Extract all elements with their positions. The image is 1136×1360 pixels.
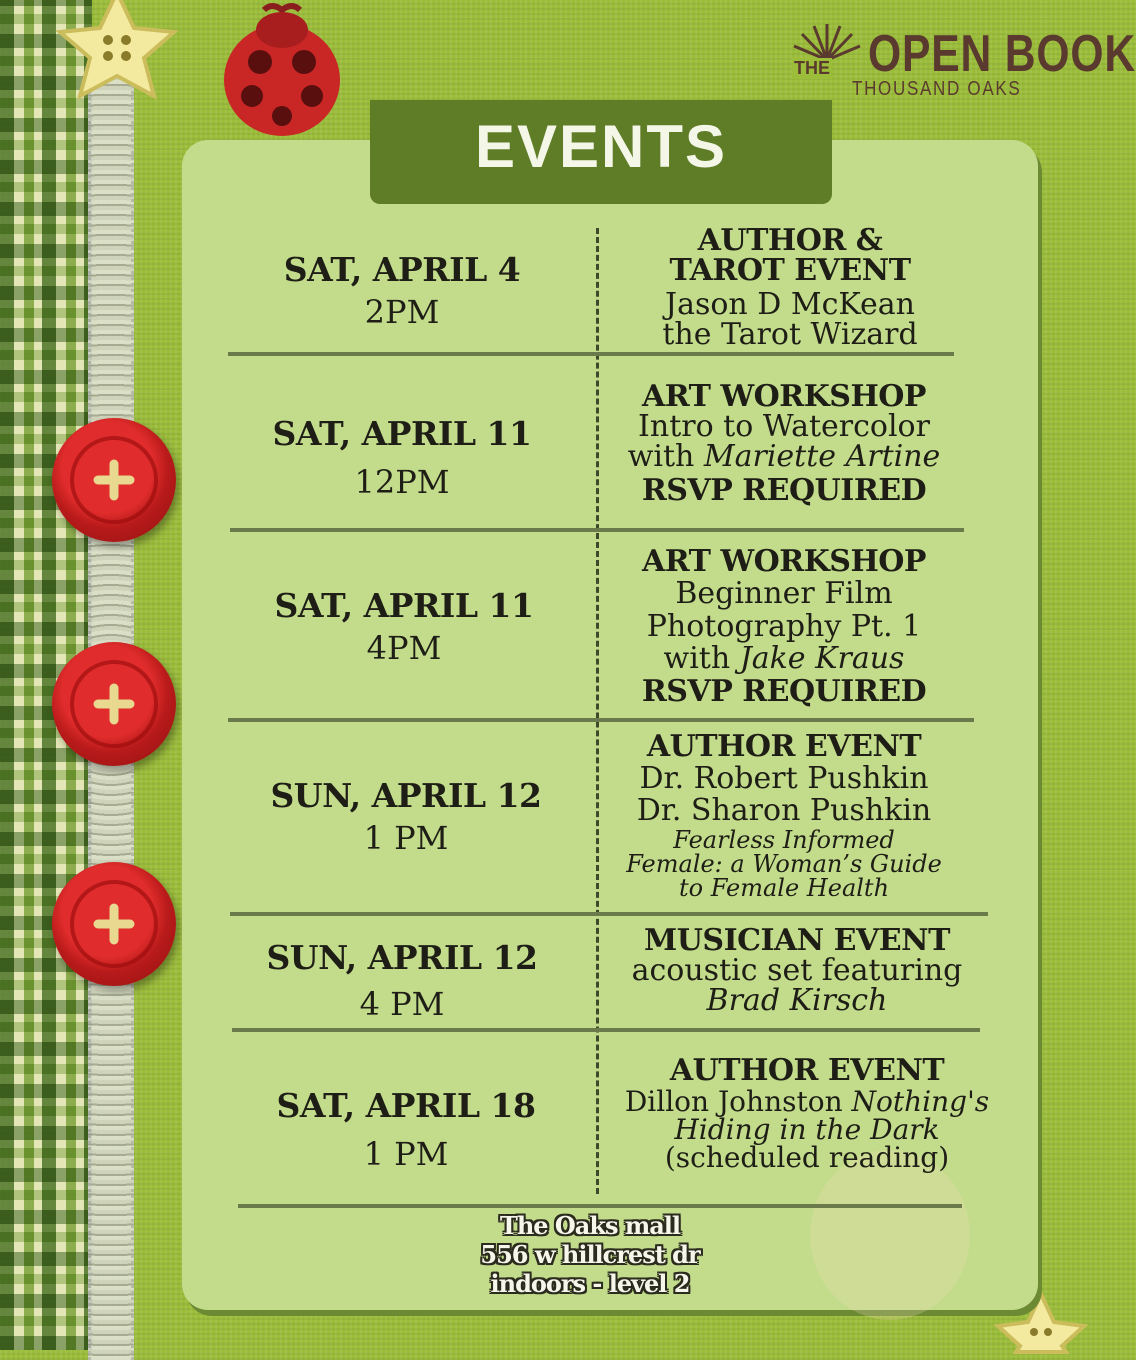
event-book-title: Fearless Informed: [673, 826, 895, 854]
event-time: 1 PM: [363, 819, 449, 857]
event-line: Beginner Film: [675, 576, 893, 612]
event-line: [612, 1085, 1002, 1118]
logo-location: THOUSAND OAKS: [852, 78, 1022, 100]
event-date: SUN, APRIL 12: [266, 938, 538, 977]
row-divider: [230, 912, 988, 916]
red-button-icon: [52, 642, 176, 766]
event-date-block: [222, 250, 582, 331]
event-title: AUTHOR EVENT: [646, 729, 922, 764]
event-with-prefix: with: [627, 439, 704, 474]
event-date: SUN, APRIL 12: [270, 776, 542, 815]
event-date-block: [226, 1086, 586, 1173]
row-divider: [232, 1028, 980, 1032]
row-divider: [228, 718, 974, 722]
event-line: Intro to Watercolor: [638, 409, 930, 444]
event-time: 1 PM: [363, 1135, 449, 1173]
event-line: Photography Pt. 1: [646, 608, 922, 644]
column-divider: [596, 228, 599, 1194]
event-title: AUTHOR & TAROT EVENT: [669, 223, 911, 288]
event-date-block: [224, 586, 584, 667]
event-note: RSVP REQUIRED: [641, 473, 927, 508]
event-title: ART WORKSHOP: [642, 379, 926, 414]
event-date: SAT, APRIL 18: [276, 1086, 536, 1125]
event-time: 4PM: [366, 629, 442, 667]
row-divider: [238, 1204, 962, 1208]
event-book-title: Nothing's: [851, 1085, 990, 1118]
event-line: Dr. Robert Pushkin: [639, 761, 929, 796]
event-book-title: Hiding in the Dark: [674, 1113, 940, 1146]
event-performer: Brad Kirsch: [706, 983, 888, 1018]
event-details: [604, 729, 964, 902]
event-title: ART WORKSHOP: [642, 544, 926, 579]
event-title: AUTHOR EVENT: [669, 1053, 945, 1088]
event-author: Dillon Johnston: [624, 1085, 852, 1118]
event-details: [604, 379, 964, 508]
event-time: 12PM: [354, 463, 450, 501]
event-line: Jason D McKean: [665, 287, 915, 322]
event-line: acoustic set featuring: [631, 953, 963, 988]
event-date-block: [226, 776, 586, 857]
event-date: SAT, APRIL 11: [274, 586, 534, 625]
event-details: [610, 223, 970, 352]
event-date-block: [222, 414, 582, 501]
event-line: Dr. Sharon Pushkin: [636, 793, 932, 828]
logo-name: OPEN BOOK: [868, 25, 1136, 83]
event-book-title: Female: a Woman’s Guide: [626, 850, 942, 878]
star-button-icon: [52, 0, 182, 100]
event-host-name: Jake Kraus: [739, 641, 905, 677]
venue-name: The Oaks mall: [499, 1211, 681, 1240]
bookstore-logo: [788, 18, 1136, 108]
event-line: the Tarot Wizard: [662, 317, 918, 352]
page-title: EVENTS: [474, 113, 728, 180]
event-host-name: Mariette Artine: [703, 439, 941, 474]
row-divider: [228, 352, 954, 356]
event-time: 2PM: [364, 293, 440, 331]
event-date: SAT, APRIL 11: [272, 414, 532, 453]
event-details: [612, 923, 982, 1018]
event-line: (scheduled reading): [664, 1141, 950, 1174]
event-with-line: [604, 643, 964, 675]
event-title: MUSICIAN EVENT: [644, 923, 950, 958]
venue-address: [450, 1212, 730, 1298]
event-with-line: [604, 439, 964, 474]
event-note: RSVP REQUIRED: [641, 673, 927, 709]
venue-street: 556 w hillcrest dr: [480, 1239, 700, 1269]
ladybug-icon: [212, 0, 352, 140]
event-book-title: to Female Health: [678, 874, 890, 902]
venue-level: indoors - level 2: [490, 1268, 690, 1298]
event-with-prefix: with: [663, 641, 740, 677]
event-date-block: [222, 938, 582, 1023]
faded-ladybug: [810, 1150, 970, 1320]
event-time: 4 PM: [359, 985, 445, 1023]
event-details: [612, 1053, 1002, 1174]
red-button-icon: [52, 418, 176, 542]
event-date: SAT, APRIL 4: [283, 250, 521, 289]
logo-the: THE: [794, 58, 830, 78]
event-details: [604, 546, 964, 708]
red-button-icon: [52, 862, 176, 986]
row-divider: [230, 528, 964, 532]
